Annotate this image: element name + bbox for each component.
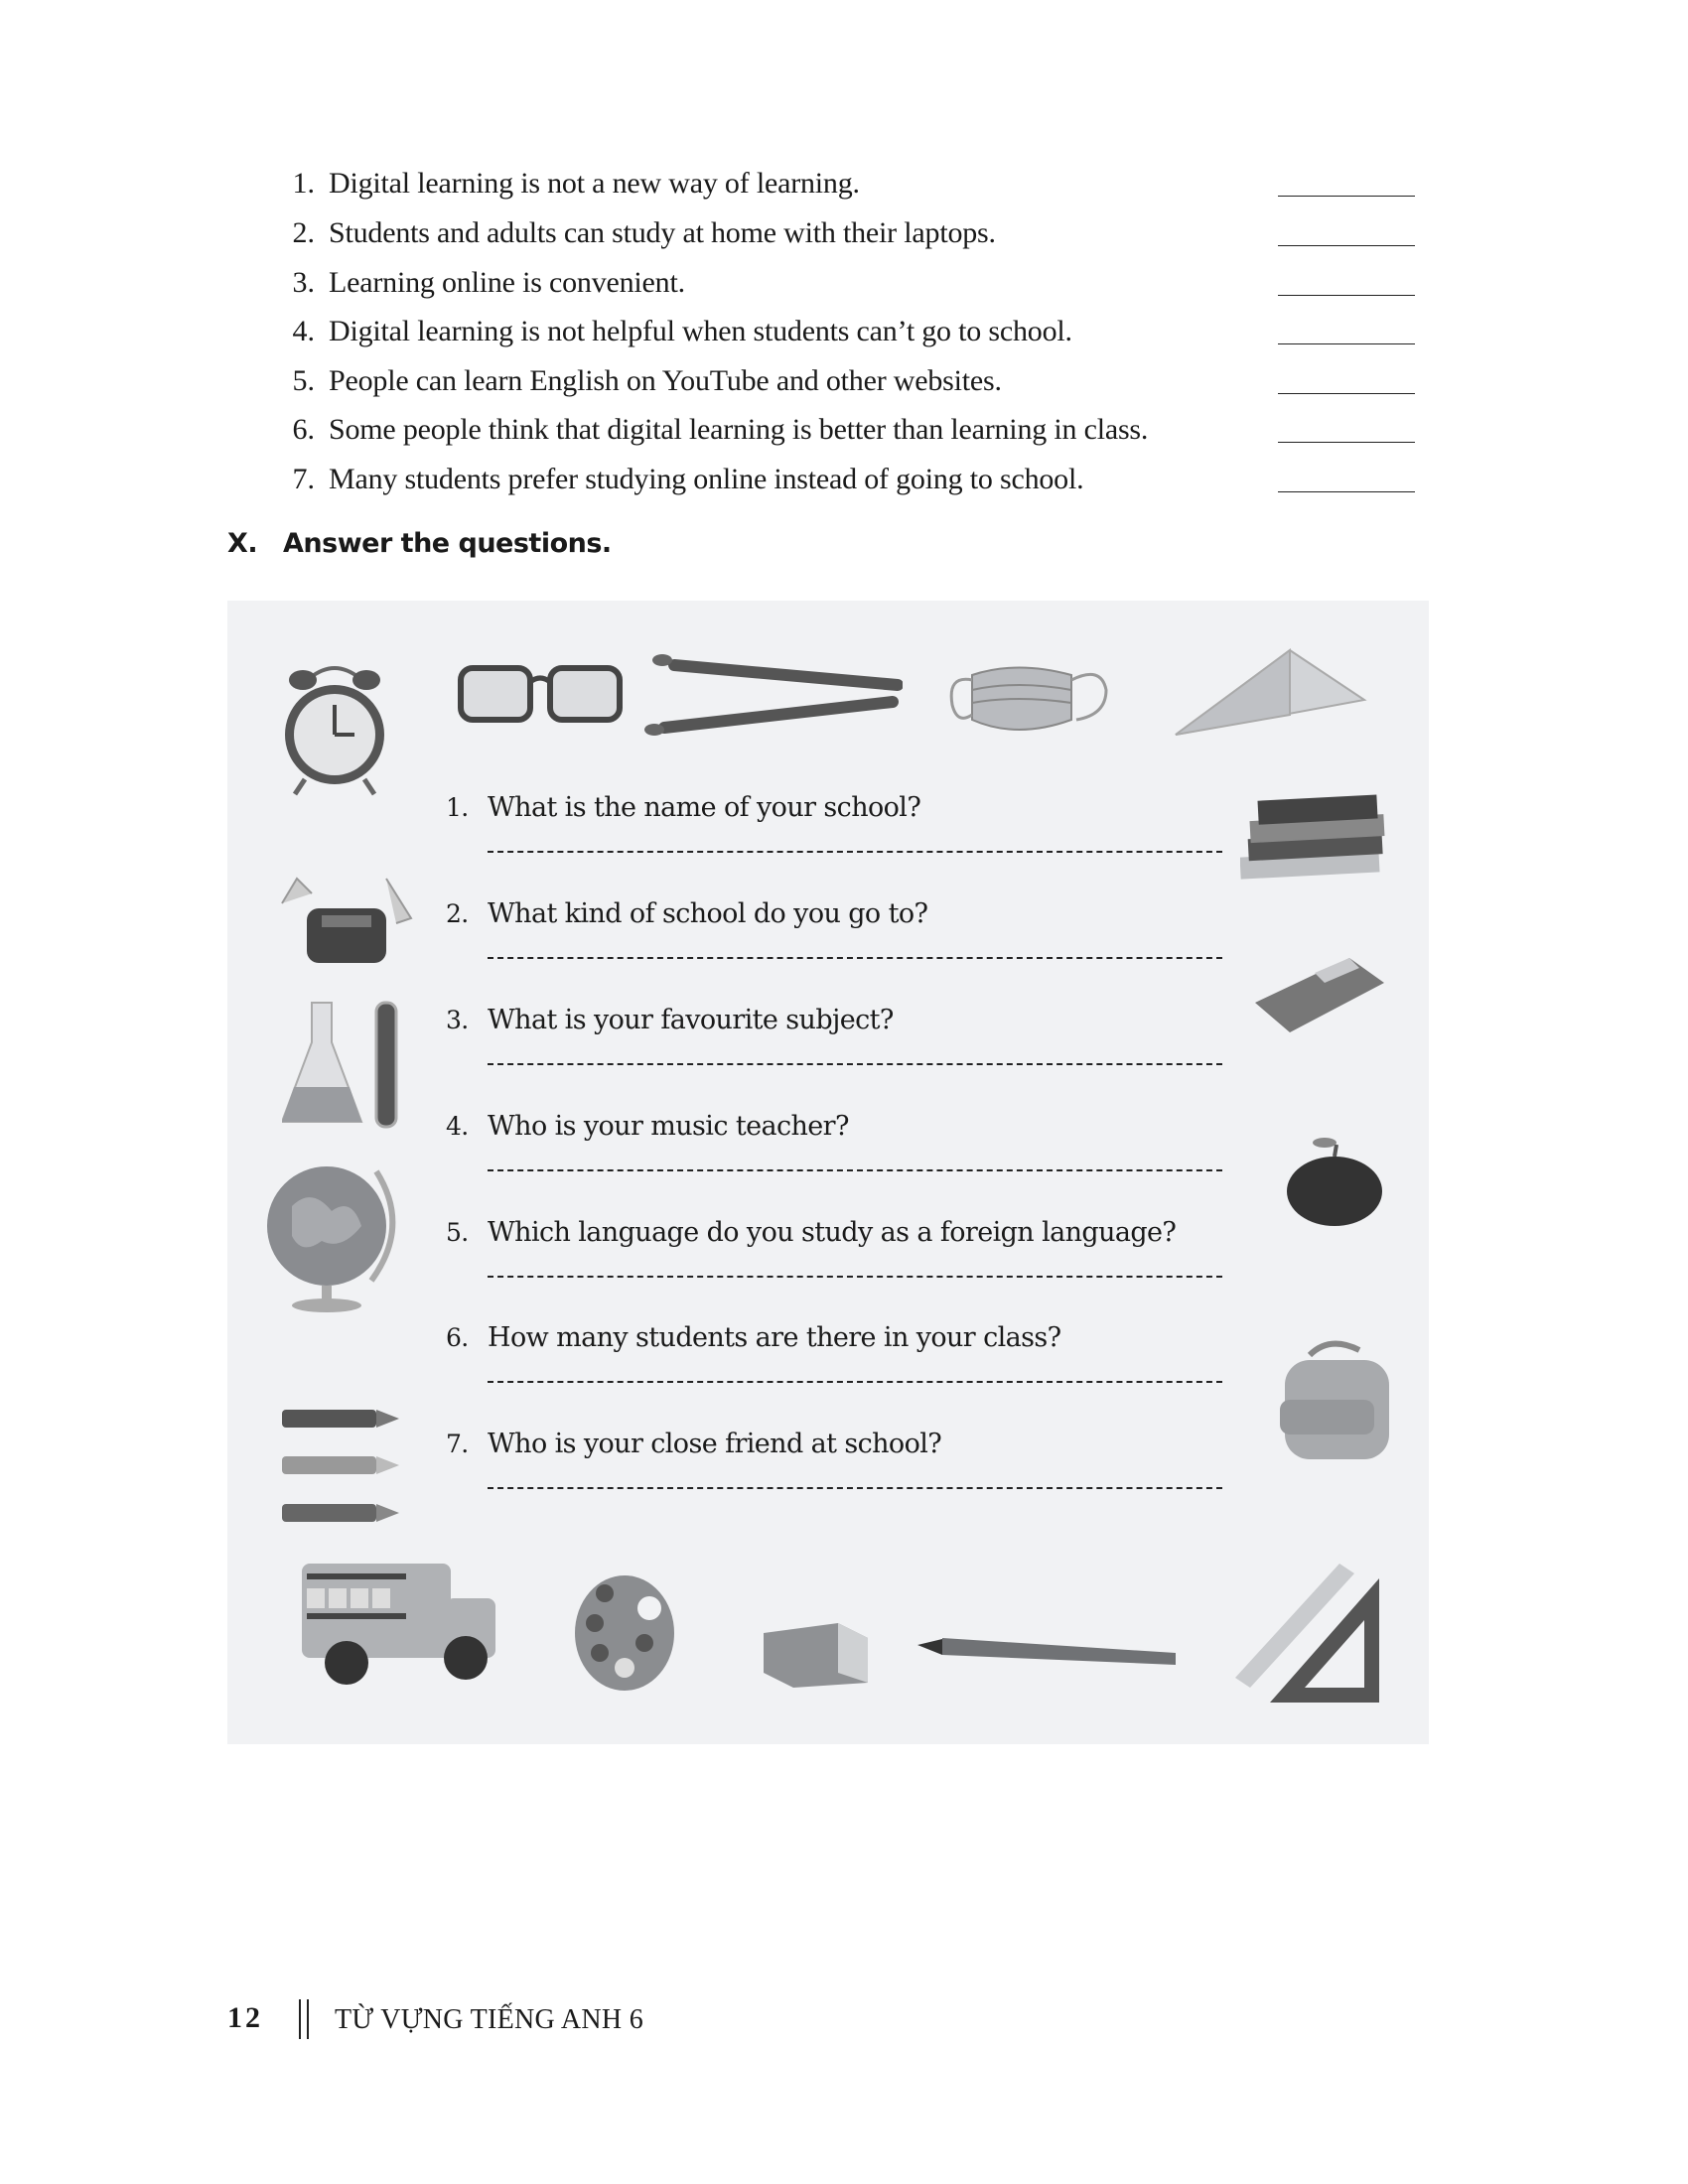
eraser-icon [759,1618,873,1688]
statement-text: Digital learning is not a new way of learning. [329,167,860,200]
question-number: 3. [446,1006,469,1034]
question-number: 4. [446,1112,469,1141]
statement-text: Digital learning is not helpful when students can’t go to school. [329,315,1072,347]
answer-blank[interactable] [1278,295,1415,296]
face-mask-icon [942,645,1121,745]
paint-palette-icon [570,1569,689,1693]
question-text: What is the name of your school? [488,792,921,823]
globe-icon [262,1157,411,1315]
statement-text: Some people think that digital learning is better than learning in class. [329,413,1149,446]
answer-line[interactable] [488,1487,1222,1489]
answer-line[interactable] [488,1381,1222,1383]
crayons-icon [282,1405,401,1534]
statement-number: 7. [292,463,315,495]
statement-number: 1. [292,167,315,200]
section-label: X. [227,528,258,559]
answer-line[interactable] [488,1276,1222,1278]
question-number: 1. [446,793,469,822]
paper-plane-icon [1171,645,1369,740]
section-title: Answer the questions. [283,528,612,559]
statement-number: 4. [292,315,315,347]
backpack-icon [1280,1335,1399,1464]
book-title: TỪ VỰNG TIẾNG ANH 6 [335,2004,643,2035]
statement-text: Many students prefer studying online instead of going to school. [329,463,1084,495]
question-number: 5. [446,1218,469,1247]
question-number: 7. [446,1430,469,1458]
statement-number: 3. [292,266,315,299]
question-text: What is your favourite subject? [488,1005,894,1035]
answer-line[interactable] [488,851,1222,853]
apple-icon [1285,1137,1394,1226]
answer-line[interactable] [488,1169,1222,1171]
answer-line[interactable] [488,1063,1222,1065]
statement-text: Learning online is convenient. [329,266,685,299]
question-number: 2. [446,899,469,928]
footer-divider [299,1999,309,2039]
question-text: Which language do you study as a foreign language? [488,1217,1177,1248]
answer-blank[interactable] [1278,442,1415,443]
answer-blank[interactable] [1278,196,1415,197]
statement-text: People can learn English on YouTube and other websites. [329,364,1002,397]
answer-blank[interactable] [1278,343,1415,344]
pencil-icon [913,1633,1181,1673]
answer-blank[interactable] [1278,245,1415,246]
question-text: How many students are there in your class? [488,1322,1061,1353]
answer-line[interactable] [488,957,1222,959]
pencil-sharpener-icon [277,864,416,973]
page-number: 12 [227,2001,263,2034]
answer-blank[interactable] [1278,393,1415,394]
glasses-icon [456,660,625,730]
ruler-set-square-icon [1230,1559,1389,1707]
statement-text: Students and adults can study at home with their laptops. [329,216,996,249]
statement-number: 5. [292,364,315,397]
books-icon [1240,794,1389,884]
statement-number: 6. [292,413,315,446]
statement-number: 2. [292,216,315,249]
question-text: What kind of school do you go to? [488,898,928,929]
school-bus-icon [297,1559,500,1688]
question-text: Who is your close friend at school? [488,1429,942,1459]
question-number: 6. [446,1323,469,1352]
calculator-icon [1250,953,1389,1042]
paintbrushes-icon [644,650,903,740]
question-text: Who is your music teacher? [488,1111,849,1142]
alarm-clock-icon [275,650,394,799]
answer-blank[interactable] [1278,491,1415,492]
flask-test-tube-icon [282,998,411,1137]
questions-panel [227,601,1429,1744]
